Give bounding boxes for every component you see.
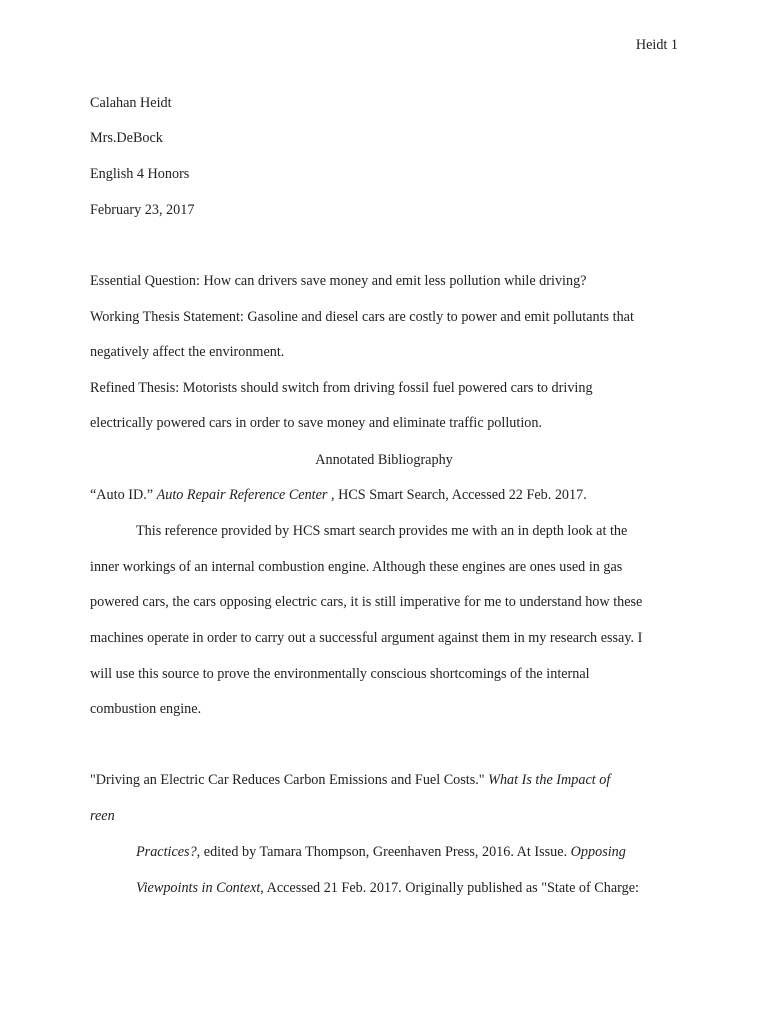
citation-2-series: Opposing	[570, 844, 626, 860]
citation-2-title: "Driving an Electric Car Reduces Carbon Emissions and Fuel Costs."	[90, 772, 489, 788]
citation-2-book-title: What Is the Impact of	[488, 772, 611, 788]
citation-1	[90, 486, 587, 504]
annotation-1-line-6: combustion engine.	[90, 701, 202, 717]
annotation-1-line-2: inner workings of an internal combustion engine. Although these engines are ones used in gas	[90, 559, 623, 575]
citation-2-book-title-end: Practices?	[136, 844, 197, 860]
citation-2-database: Viewpoints in Context	[136, 880, 261, 896]
annotation-1-line-5: will use this source to prove the environmentally conscious shortcomings of the internal	[90, 666, 590, 682]
citation-2-book-title-cont: reen	[90, 808, 115, 824]
working-thesis-line-2: negatively affect the environment.	[90, 344, 285, 360]
refined-thesis-line-1: Refined Thesis: Motorists should switch from driving fossil fuel powered cars to driving	[90, 380, 593, 396]
citation-2-access: , Accessed 21 Feb. 2017. Originally published as "State of Charge:	[260, 880, 639, 896]
citation-2-line-1	[90, 771, 610, 789]
annotation-1-line-4: machines operate in order to carry out a successful argument against them in my research essay. I	[90, 630, 643, 646]
working-thesis-line-1: Working Thesis Statement: Gasoline and diesel cars are costly to power and emit pollutants that	[90, 309, 634, 325]
citation-1-source: Auto Repair Reference Center	[156, 487, 328, 503]
refined-thesis-line-2: electrically powered cars in order to save money and eliminate traffic pollution.	[90, 415, 542, 431]
citation-1-rest: , HCS Smart Search, Accessed 22 Feb. 2017.	[327, 487, 587, 503]
annotation-1-line-3: powered cars, the cars opposing electric cars, it is still imperative for me to understand how these	[90, 594, 643, 610]
citation-2-line-2	[90, 807, 115, 825]
teacher-name: Mrs.DeBock	[90, 130, 163, 146]
citation-2-line-4	[136, 879, 639, 897]
running-head: Heidt 1	[635, 37, 678, 53]
author-name: Calahan Heidt	[90, 95, 172, 111]
bibliography-title: Annotated Bibliography	[315, 452, 453, 468]
citation-1-title: “Auto ID.”	[90, 487, 157, 503]
citation-2-editor: , edited by Tamara Thompson, Greenhaven Press, 2016. At Issue.	[196, 844, 571, 860]
date-line: February 23, 2017	[90, 202, 195, 218]
essential-question: Essential Question: How can drivers save money and emit less pollution while driving?	[90, 273, 587, 289]
annotation-1-line-1: This reference provided by HCS smart search provides me with an in depth look at the	[136, 523, 628, 539]
course-name: English 4 Honors	[90, 166, 190, 182]
citation-2-line-3	[136, 843, 626, 861]
